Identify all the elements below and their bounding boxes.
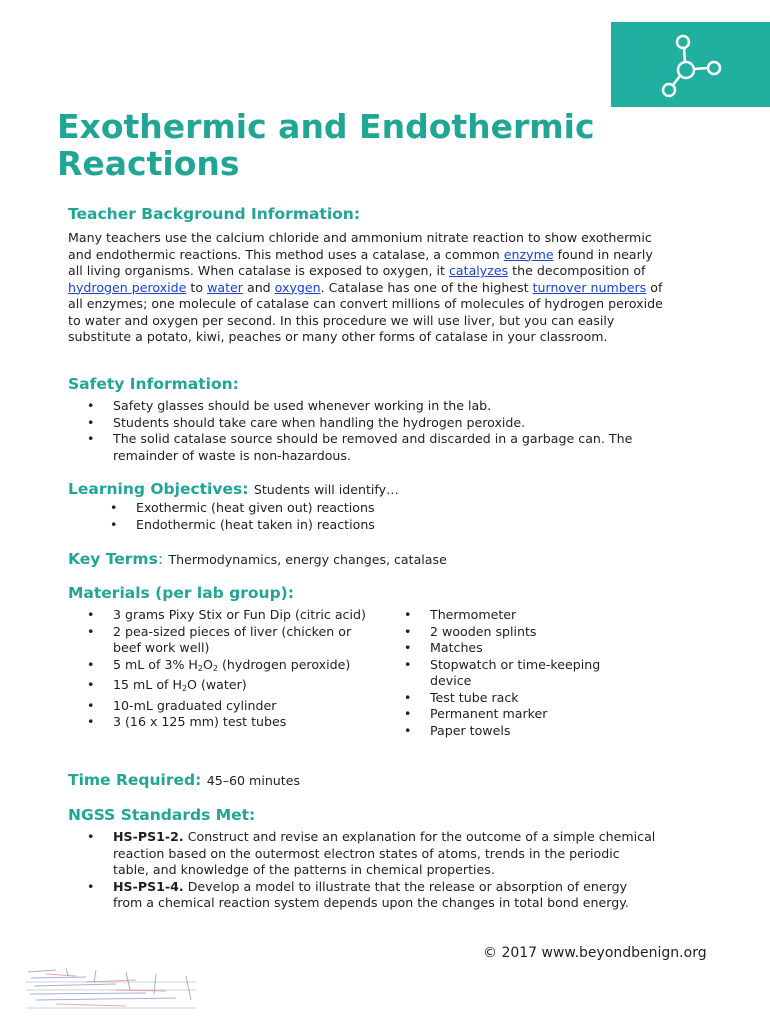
list-item: • Matches [385, 640, 645, 657]
time-value: 45–60 minutes [206, 773, 301, 788]
materials-heading: Materials (per lab group): [68, 584, 294, 602]
materials-left-column [68, 607, 368, 731]
materials-left-list [68, 607, 368, 731]
time-heading: Time Required: [68, 771, 202, 789]
paragraph-text: of all enzymes; one molecule of catalase can convert millions of molecules of hydrogen peroxide to water and oxygen per second. In this procedure we will use liver, but you can easily substitute a potato, kiwi, peaches or many other forms of catalase in your classroom. [68, 279, 663, 344]
list-item: • The solid catalase source should be removed and discarded in a garbage can. The remainder of waste is non-hazardous. [68, 431, 668, 464]
inline-link[interactable]: oxygen [274, 279, 321, 295]
page-title: Exothermic and Endothermic Reactions [57, 107, 595, 183]
inline-link[interactable]: water [207, 279, 243, 295]
objectives-heading-line [68, 480, 688, 498]
ngss-heading: NGSS Standards Met: [68, 806, 256, 824]
objectives-heading: Learning Objectives: [68, 480, 249, 498]
list-item: • HS-PS1-4. Develop a model to illustrate that the release or absorption of energy from a chemical reaction system depends upon the changes in total bond energy. [68, 879, 658, 912]
list-item: • 3 (16 x 125 mm) test tubes [68, 714, 368, 731]
list-item: • Permanent marker [385, 706, 645, 723]
inline-link[interactable]: turnover numbers [532, 279, 647, 295]
objectives-section [68, 480, 688, 533]
list-item: • 3 grams Pixy Stix or Fun Dip (citric acid) [68, 607, 368, 624]
list-item: • 10-mL graduated cylinder [68, 698, 368, 715]
inline-link[interactable]: enzyme [503, 246, 554, 262]
objectives-intro: Students will identify… [253, 482, 399, 497]
list-item: • Exothermic (heat given out) reactions [68, 500, 688, 517]
materials-right-list [385, 607, 645, 739]
paragraph-text: . Catalase has one of the highest [320, 279, 533, 295]
copyright-footer: © 2017 www.beyondbenign.org [483, 945, 707, 961]
objectives-list [68, 500, 688, 533]
list-item: • Paper towels [385, 723, 645, 740]
safety-section [68, 375, 668, 464]
paragraph-text: Many teachers use the calcium chloride and ammonium nitrate reaction to show exothermic and endothermic reactions. This method uses a catalase, a common [68, 230, 652, 262]
paragraph-text: and [242, 279, 275, 295]
key-terms-section [68, 550, 688, 568]
safety-heading: Safety Information: [68, 375, 239, 393]
paragraph-text: to [186, 279, 208, 295]
paragraph-text: found in nearly all living organisms. When catalase is exposed to oxygen, it [68, 246, 653, 278]
list-item: • Stopwatch or time-keeping device [385, 657, 645, 690]
time-line [68, 771, 688, 789]
list-item: • 2 wooden splints [385, 624, 645, 641]
materials-right-column [385, 607, 685, 739]
materials-section [68, 584, 688, 602]
list-item: • Endothermic (heat taken in) reactions [68, 517, 688, 534]
safety-list [68, 398, 668, 464]
teacher-background-heading: Teacher Background Information: [68, 205, 361, 223]
list-item: • 5 mL of 3% $H_2O_2$ (hydrogen peroxide) [68, 657, 368, 678]
teacher-background-text [68, 230, 668, 346]
list-item: • HS-PS1-2. Construct and revise an explanation for the outcome of a simple chemical reaction based on the outermost electron states of atoms, trends in the periodic table, and knowledge of the patterns in chemical properties. [68, 829, 658, 879]
time-section [68, 771, 688, 789]
list-item: • 2 pea-sized pieces of liver (chicken or beef work well) [68, 624, 368, 657]
inline-link[interactable]: catalyzes [448, 263, 509, 278]
key-terms-heading: Key Terms [68, 550, 158, 568]
logo-banner [611, 22, 770, 107]
key-terms-colon: : [157, 550, 164, 568]
ngss-list [68, 829, 658, 912]
paragraph-text: the decomposition of [508, 263, 646, 278]
inline-link[interactable]: hydrogen peroxide [68, 279, 187, 295]
list-item: • Test tube rack [385, 690, 645, 707]
list-item: • Students should take care when handling the hydrogen peroxide. [68, 415, 668, 432]
standard-code: HS-PS1-4. [113, 878, 184, 894]
list-item: • 15 mL of $H_2O$ (water) [68, 677, 368, 698]
standard-code: HS-PS1-2. [113, 829, 184, 844]
key-terms-text: Thermodynamics, energy changes, catalase [168, 552, 447, 567]
ngss-section [68, 806, 658, 912]
key-terms-line [68, 550, 688, 568]
list-item: • Safety glasses should be used whenever working in the lab. [68, 398, 668, 415]
decorative-scribble [26, 964, 206, 1014]
teacher-background-section [68, 205, 668, 346]
molecule-icon [657, 32, 727, 102]
list-item: • Thermometer [385, 607, 645, 624]
